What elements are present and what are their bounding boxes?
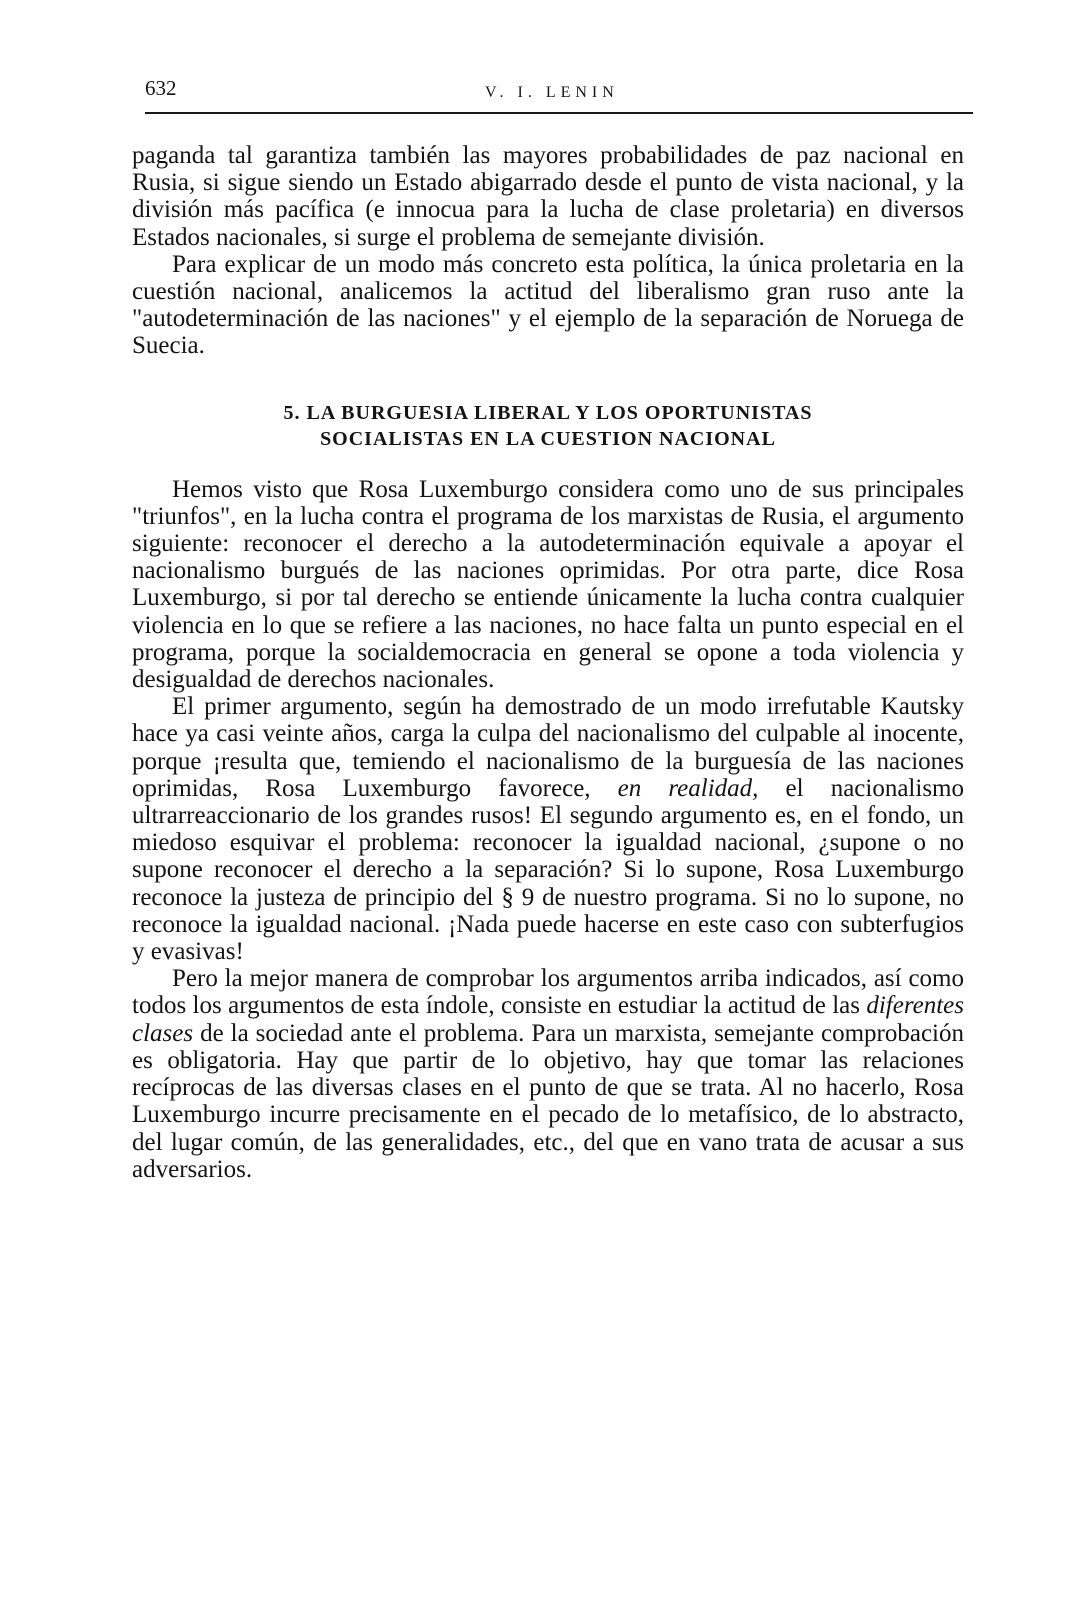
section-heading <box>132 400 964 452</box>
section-heading-line: SOCIALISTAS EN LA CUESTION NACIONAL <box>320 427 776 450</box>
paragraph: Hemos visto que Rosa Luxemburgo considera como uno de sus principales "triunfos", en la lucha contra el programa de los marxistas de Rusia, el argumento siguiente: reconocer el derecho a la autodeterminación equivale a apoyar el nacionalismo burgués de las naciones oprimidas. Por otra parte, dice Rosa Luxemburgo, si por tal derecho se entiende únicamente la lucha contra cualquier violencia en lo que se refiere a las naciones, no hace falta un punto especial en el programa, porque la socialdemocracia en general se opone a toda violencia y desigualdad de derechos nacionales. <box>132 475 964 694</box>
paragraph: paganda tal garantiza también las mayores probabilidades de paz nacional en Rusia, si sigue siendo un Estado abigarrado desde el punto de vista nacional, y la división más pacífica (e innocua para la lucha de clase proletaria) en diversos Estados nacionales, si surge el problema de semejante división. <box>132 142 964 251</box>
section-heading-line: 5. LA BURGUESIA LIBERAL Y LOS OPORTUNISTAS <box>283 401 813 424</box>
text-run: de la sociedad ante el problema. Para un marxista, semejante comprobación es obligatoria. Hay que partir de lo objetivo, hay que tomar las relaciones recíprocas de las diversas clases en el punto de que se trata. Al no hacerlo, Rosa Luxemburgo incurre precisamente en el pecado de lo metafísico, de lo abstracto, del lugar común, de las generalidades, etc., del que en vano trata de acusar a sus adversarios. <box>132 1019 964 1183</box>
emphasis-text: en realidad, <box>617 774 759 802</box>
text-run: el nacionalismo ultrarreaccionario de los grandes rusos! El segundo argumento es, en el fondo, un miedoso esquivar el problema: reconocer la igualdad nacional, ¿supone o no supone reconocer el derecho a la separación? Si lo supone, Rosa Luxemburgo reconoce la justeza de principio del § 9 de nuestro programa. Si no lo supone, no reconoce la igualdad nacional. ¡Nada puede hacerse en este caso con subterfugios y evasivas! <box>132 774 964 966</box>
emphasis-text: diferentes clases <box>132 992 964 1047</box>
paragraph: Para explicar de un modo más concreto esta política, la única proletaria en la cuestión nacional, analicemos la actitud del liberalismo gran ruso ante la "autodeterminación de las naciones" y el ejemplo de la separación de Noruega de Suecia. <box>132 250 964 360</box>
page-header <box>145 72 973 114</box>
paragraph <box>132 693 964 965</box>
body-text <box>132 142 964 1183</box>
paragraph <box>132 965 964 1183</box>
running-head: V. I. LENIN <box>485 84 619 101</box>
text-run: El primer argumento, según ha demostrado de un modo irrefutable Kautsky hace ya casi veinte años, carga la culpa del nacionalismo del culpable al inocente, porque ¡resulta que, temiendo el nacionalismo de la burguesía de las naciones oprimidas, Rosa Luxemburgo favorece, <box>132 693 964 802</box>
text-run: Pero la mejor manera de comprobar los argumentos arriba indicados, así como todos los argumentos de esta índole, consiste en estudiar la actitud de las <box>132 965 964 1020</box>
page-number: 632 <box>145 76 177 100</box>
